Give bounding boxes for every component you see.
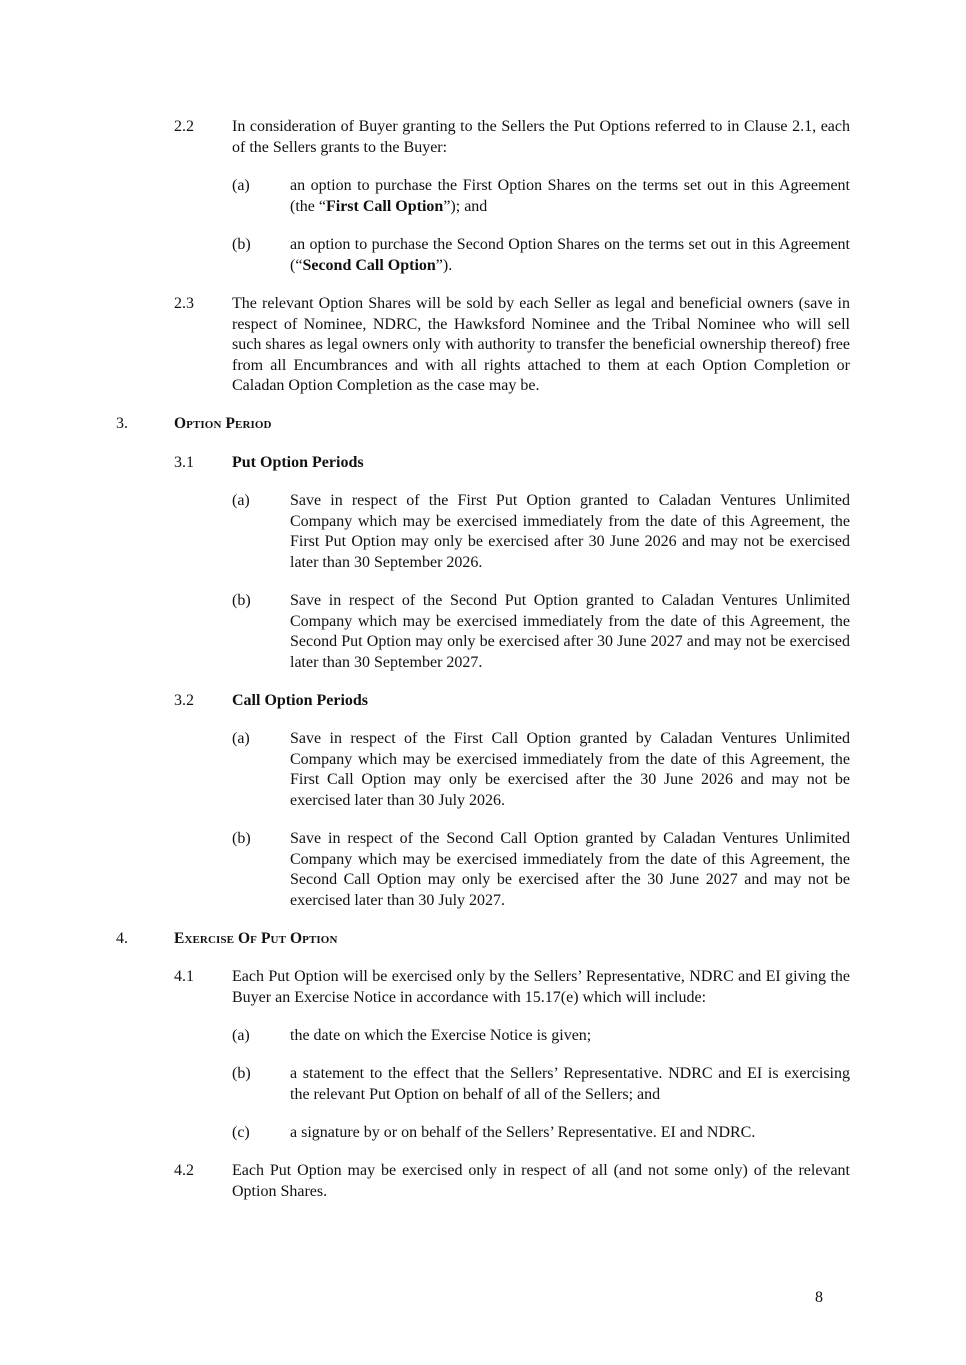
clause-2-2-b-text: an option to purchase the Second Option Shares on the terms set out in this Agreement (“Second Call Option”). <box>290 236 850 274</box>
clause-4-1-b-text: a statement to the effect that the Sellers’ Representative. NDRC and EI is exercising the relevant Put Option on behalf of all of the Sellers; and <box>290 1065 850 1103</box>
item-label: (a) <box>232 177 250 194</box>
item-label: (c) <box>232 1124 250 1141</box>
clause-number: 4.1 <box>174 968 194 985</box>
clause-4-1-a-text: the date on which the Exercise Notice is given; <box>290 1027 592 1044</box>
clause-number: 3.1 <box>174 454 194 471</box>
section-heading: Option Period <box>174 415 272 432</box>
item-label: (a) <box>232 492 250 509</box>
section-number: 4. <box>116 930 128 947</box>
item-label: (b) <box>232 1065 251 1082</box>
clause-3-2-b-text: Save in respect of the Second Call Option granted by Caladan Ventures Unlimited Company which may be exercised immediately from the date of this Agreement, the Second Call Option may only be exercised after the 30 June 2027 and may not be exercised later than 30 July 2027. <box>290 830 850 909</box>
clause-4-1-text: Each Put Option will be exercised only by the Sellers’ Representative, NDRC and EI giving the Buyer an Exercise Notice in accordance with 15.17(e) which will include: <box>232 968 850 1006</box>
section-number: 3. <box>116 415 128 432</box>
clause-4-1-c-text: a signature by or on behalf of the Sellers’ Representative. EI and NDRC. <box>290 1124 756 1141</box>
section-heading: Exercise Of Put Option <box>174 930 338 947</box>
clause-heading: Put Option Periods <box>232 454 364 471</box>
clause-3-2-a-text: Save in respect of the First Call Option granted by Caladan Ventures Unlimited Company which may be exercised immediately from the date of this Agreement, the First Call Option may only be exercised after the 30 June 2026 and may not be exercised later than 30 July 2026. <box>290 730 850 809</box>
item-label: (a) <box>232 730 250 747</box>
defined-term: First Call Option <box>325 197 444 215</box>
clause-number: 3.2 <box>174 692 194 709</box>
clause-3-1-b-text: Save in respect of the Second Put Option granted to Caladan Ventures Unlimited Company which may be exercised immediately from the date of this Agreement, the Second Put Option may only be exercised after 30 June 2027 and may not be exercised later than 30 September 2027. <box>290 592 850 671</box>
clause-3-1-a-text: Save in respect of the First Put Option granted to Caladan Ventures Unlimited Company which may be exercised immediately from the date of this Agreement, the First Put Option may only be exercised after 30 June 2026 and may not be exercised later than 30 September 2026. <box>290 492 850 571</box>
defined-term: Second Call Option <box>302 256 436 274</box>
item-label: (b) <box>232 592 251 609</box>
item-label: (b) <box>232 236 251 253</box>
clause-4-2-text: Each Put Option may be exercised only in respect of all (and not some only) of the relevant Option Shares. <box>232 1162 850 1200</box>
clause-number: 2.3 <box>174 295 194 312</box>
clause-number: 2.2 <box>174 118 194 135</box>
clause-2-2-text: In consideration of Buyer granting to the Sellers the Put Options referred to in Clause 2.1, each of the Sellers grants to the Buyer: <box>232 118 850 156</box>
clause-2-2-a-text: an option to purchase the First Option Shares on the terms set out in this Agreement (the “First Call Option”); and <box>290 177 850 215</box>
page-number: 8 <box>815 1289 823 1306</box>
item-label: (a) <box>232 1027 250 1044</box>
clause-2-3-text: The relevant Option Shares will be sold by each Seller as legal and beneficial owners (save in respect of Nominee, NDRC, the Hawksford Nominee and the Tribal Nominee who will sell such shares as legal owners only with authority to transfer the beneficial ownership thereof) free from all Encumbrances and with all rights attached to them at each Option Completion or Caladan Option Completion as the case may be. <box>232 295 850 394</box>
item-label: (b) <box>232 830 251 847</box>
clause-heading: Call Option Periods <box>232 692 369 709</box>
clause-number: 4.2 <box>174 1162 194 1179</box>
